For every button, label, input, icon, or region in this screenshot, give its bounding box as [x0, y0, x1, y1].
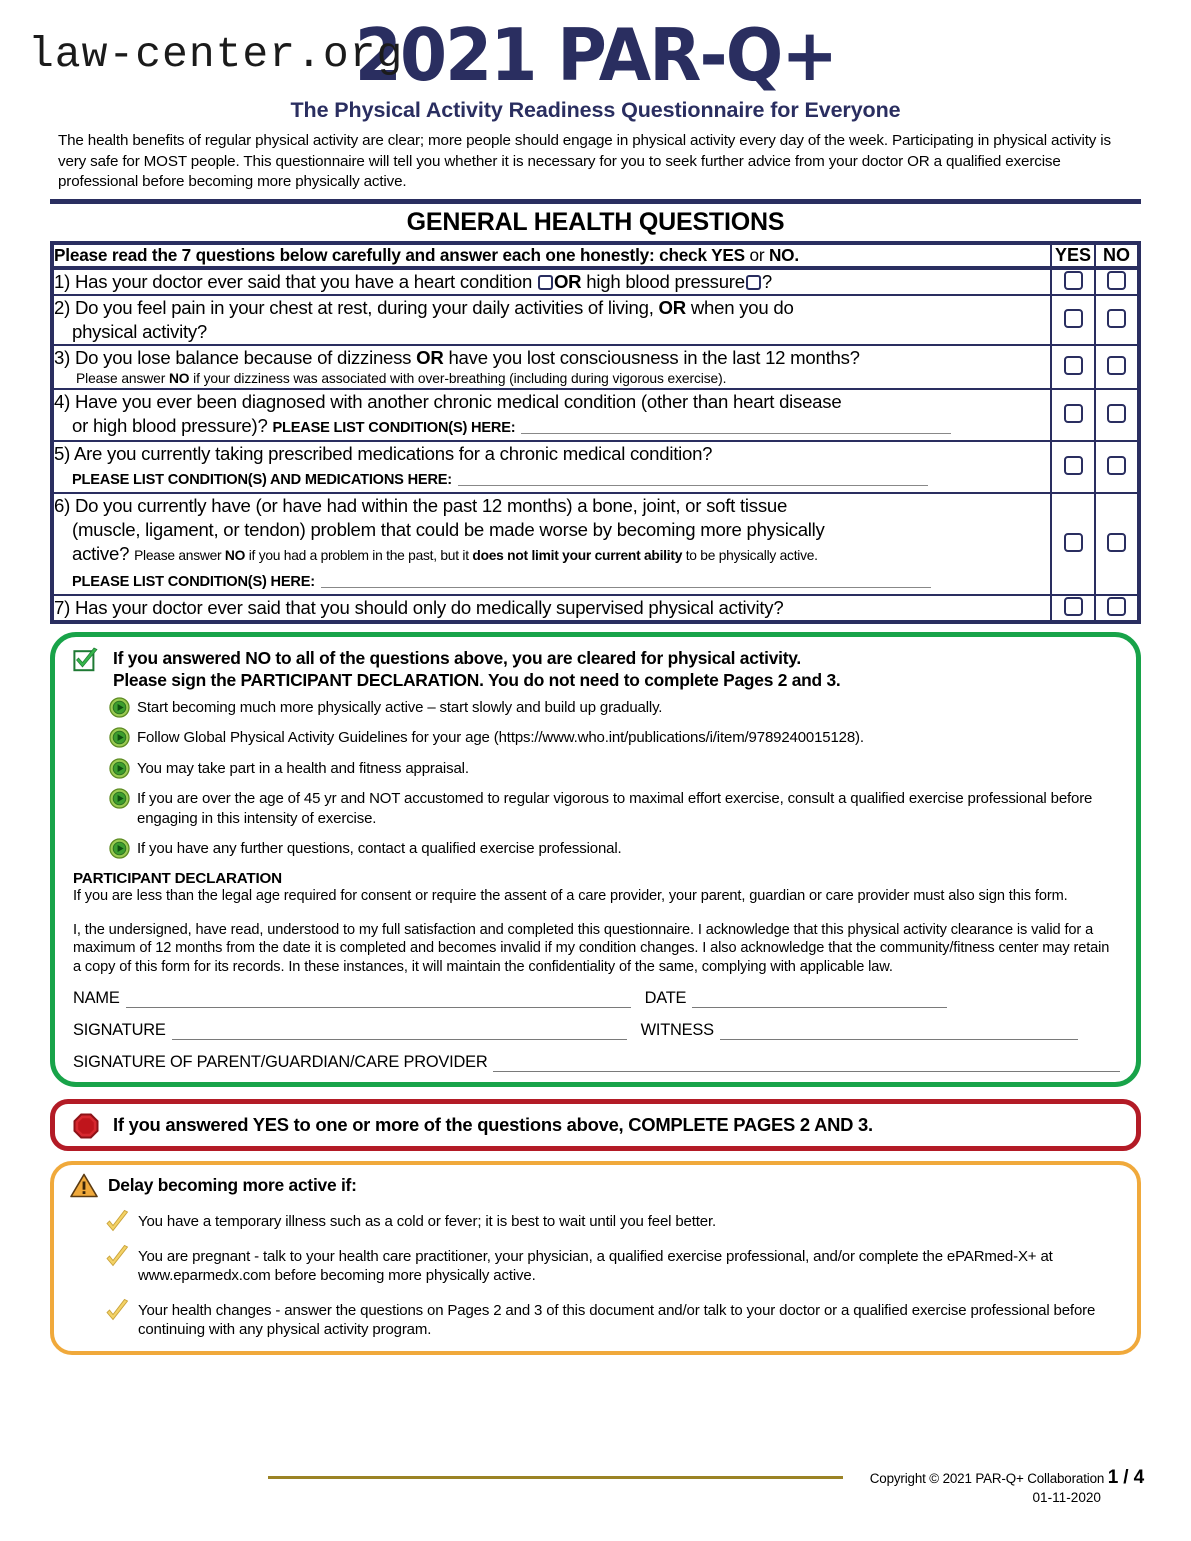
witness-label: WITNESS	[640, 1021, 714, 1040]
green-bullet-text: Follow Global Physical Activity Guidelines for your age (https://www.who.int/publications/i/item/9789240015128).	[137, 729, 864, 746]
play-bullet-icon	[109, 838, 130, 859]
question-1-cell	[52, 268, 1051, 295]
name-input[interactable]	[126, 994, 631, 1008]
question-4-caps: PLEASE LIST CONDITION(S) HERE:	[272, 419, 516, 436]
question-7-line1: Has your doctor ever said that you should only do medically supervised physical activity?	[74, 596, 784, 618]
question-4-line2-wrap	[54, 414, 1050, 440]
instruction-or: or	[744, 244, 769, 265]
heart-condition-checkbox[interactable]	[538, 275, 553, 290]
question-5-medications-input[interactable]	[458, 471, 928, 486]
question-4-text	[54, 390, 1050, 440]
question-2-yes-cell[interactable]	[1051, 295, 1095, 345]
navy-divider	[50, 199, 1141, 204]
instruction-text-end: .	[794, 244, 799, 265]
question-5-number: 5)	[54, 442, 71, 464]
page-number: 1 / 4	[1107, 1467, 1144, 1488]
question-3-no-cell[interactable]	[1095, 345, 1139, 389]
participant-declaration-p1: If you are less than the legal age required for consent or require the assent of a care provider, your parent, guardian or care provider must also sign this form.	[73, 887, 1068, 904]
question-1-or: OR	[553, 270, 582, 292]
orange-headline: Delay becoming more active if:	[108, 1175, 357, 1196]
question-3-yes-cell[interactable]	[1051, 345, 1095, 389]
yes-checkbox[interactable]	[1064, 533, 1083, 552]
question-4-line2: or high blood pressure)?	[72, 414, 273, 436]
question-6-cell	[52, 493, 1051, 595]
question-7-yes-cell[interactable]	[1051, 595, 1095, 622]
footer-date: 01-11-2020	[1032, 1490, 1101, 1505]
yes-checkbox[interactable]	[1064, 271, 1083, 290]
table-row	[52, 441, 1139, 493]
question-2-line1a: Do you feel pain in your chest at rest, during your daily activities of living,	[74, 296, 659, 318]
question-6-line2: (muscle, ligament, or tendon) problem that could be made worse by becoming more physically	[72, 518, 825, 540]
green-bullet-text: Start becoming much more physically active – start slowly and build up gradually.	[137, 698, 663, 716]
footer-gold-rule	[268, 1476, 843, 1479]
intro-paragraph: The health benefits of regular physical activity are clear; more people should engage in physical activity every day of the week. Participating in physical activity is very safe for MOST people. This questionnaire will tell you whether it is necessary for you to seek further advice from your doctor OR a qualified exercise professional before becoming more physically active.	[58, 132, 1111, 190]
green-bullet-text: If you have any further questions, contact a qualified exercise professional.	[137, 840, 622, 857]
question-5-caps-wrap	[54, 466, 1050, 492]
question-6-caps-wrap	[54, 568, 1050, 594]
question-1-part1: Has your doctor ever said that you have a heart condition	[74, 270, 537, 292]
question-4-yes-cell[interactable]	[1051, 389, 1095, 441]
participant-declaration-title: PARTICIPANT DECLARATION	[73, 869, 282, 887]
page-title: 2021 PAR-Q+	[354, 13, 837, 97]
table-instruction-cell	[52, 243, 1051, 268]
yes-checkbox[interactable]	[1064, 309, 1083, 328]
footer-copyright	[870, 1467, 1144, 1489]
question-7-text	[54, 596, 1050, 620]
no-checkbox[interactable]	[1107, 356, 1126, 375]
question-7-cell	[52, 595, 1051, 622]
list-item	[72, 1301, 1121, 1339]
question-1-number: 1)	[54, 270, 71, 292]
check-bullet-icon	[104, 1209, 130, 1235]
question-2-line2: physical activity?	[72, 320, 208, 342]
question-3-line1a: Do you lose balance because of dizziness	[74, 346, 417, 368]
question-4-no-cell[interactable]	[1095, 389, 1139, 441]
list-item	[73, 839, 1120, 859]
question-6-condition-input[interactable]	[321, 573, 931, 588]
table-row	[52, 345, 1139, 389]
question-6-line3-wrap	[54, 542, 1050, 568]
column-header-yes: YES	[1051, 243, 1095, 268]
green-checkbox-icon	[73, 647, 99, 673]
instruction-text-b: NO	[768, 244, 795, 265]
play-bullet-icon	[109, 697, 130, 718]
high-blood-pressure-checkbox[interactable]	[746, 275, 761, 290]
list-item	[73, 759, 1120, 779]
list-item	[73, 728, 1120, 748]
question-4-cell	[52, 389, 1051, 441]
question-2-cell	[52, 295, 1051, 345]
section-title-general-health: GENERAL HEALTH QUESTIONS	[406, 207, 785, 236]
page-subtitle: The Physical Activity Readiness Questionnaire for Everyone	[290, 98, 901, 122]
list-item	[73, 698, 1120, 718]
orange-item-text: You have a temporary illness such as a cold or fever; it is best to wait until you feel better.	[138, 1213, 717, 1231]
list-item	[73, 789, 1120, 828]
green-bullet-list	[73, 698, 1120, 859]
play-bullet-icon	[109, 788, 130, 809]
name-label: NAME	[73, 989, 120, 1008]
question-3-text	[54, 346, 1050, 388]
question-6-no-cell[interactable]	[1095, 493, 1139, 595]
question-6-active: active?	[72, 542, 135, 564]
no-checkbox[interactable]	[1107, 404, 1126, 423]
list-item	[72, 1247, 1121, 1285]
complete-pages-2-3-panel	[50, 1099, 1141, 1151]
question-7-number: 7)	[54, 596, 71, 618]
stop-sign-icon	[73, 1113, 99, 1139]
yes-checkbox[interactable]	[1064, 456, 1083, 475]
red-banner-text: If you answered YES to one or more of the questions above, COMPLETE PAGES 2 AND 3.	[113, 1114, 873, 1136]
question-6-sub-bold2: does not limit your current ability	[472, 547, 683, 563]
green-headline-line2: Please sign the PARTICIPANT DECLARATION. You do not need to complete Pages 2 and 3.	[113, 670, 841, 690]
question-6-text	[54, 494, 1050, 594]
page-footer	[0, 1466, 1191, 1536]
question-6-sub-c: to be physically active.	[682, 547, 818, 563]
question-3-subnote	[54, 370, 1050, 388]
no-checkbox[interactable]	[1107, 533, 1126, 552]
green-headline-line1: If you answered NO to all of the questions above, you are cleared for physical activity.	[113, 647, 801, 668]
green-headline	[73, 647, 1120, 692]
question-3-number: 3)	[54, 346, 71, 368]
table-row	[52, 268, 1139, 295]
table-row	[52, 493, 1139, 595]
no-checkbox[interactable]	[1107, 309, 1126, 328]
question-3-sub-a: Please answer	[76, 370, 169, 386]
orange-item-text: Your health changes - answer the questions on Pages 2 and 3 of this document and/or talk to your doctor or a qualified exercise professional before continuing with any physical activity program.	[138, 1302, 1096, 1339]
yes-checkbox[interactable]	[1064, 356, 1083, 375]
check-bullet-icon	[104, 1244, 130, 1270]
witness-input[interactable]	[720, 1026, 1078, 1040]
play-bullet-icon	[109, 727, 130, 748]
question-1-part3: ?	[761, 270, 772, 292]
table-header-row	[52, 243, 1139, 268]
question-6-sub-b: if you had a problem in the past, but it	[245, 547, 473, 563]
question-2-or: OR	[658, 296, 686, 318]
guardian-signature-row	[73, 1053, 1120, 1072]
question-1-no-cell[interactable]	[1095, 268, 1139, 295]
orange-item-text: You are pregnant - talk to your health care practitioner, your physician, a qualified exercise professional, and/or complete the ePARmed-X+ at www.eparmedx.com before becoming more physically active.	[138, 1248, 1053, 1285]
instruction-text-a: Please read the 7 questions below carefully and answer each one honestly: check YES	[54, 244, 745, 265]
question-3-or: OR	[416, 346, 444, 368]
signature-label: SIGNATURE	[73, 1021, 166, 1040]
date-label: DATE	[644, 989, 687, 1008]
question-6-sub-no: NO	[224, 547, 246, 563]
no-checkbox[interactable]	[1107, 597, 1126, 616]
list-item	[72, 1212, 1121, 1231]
column-header-no: NO	[1095, 243, 1139, 268]
yes-checkbox[interactable]	[1064, 404, 1083, 423]
warning-triangle-icon	[70, 1173, 98, 1198]
guardian-signature-input[interactable]	[493, 1058, 1120, 1072]
question-6-yes-cell[interactable]	[1051, 493, 1095, 595]
question-5-text	[54, 442, 1050, 492]
play-bullet-icon	[109, 758, 130, 779]
question-3-cell	[52, 345, 1051, 389]
question-1-part2: high blood pressure	[581, 270, 745, 292]
question-6-line1: Do you currently have (or have had within the past 12 months) a bone, joint, or soft tissue	[74, 494, 788, 516]
date-input[interactable]	[692, 994, 947, 1008]
question-6-sub-a: Please answer	[134, 547, 225, 563]
question-1-text	[54, 270, 1050, 294]
cleared-for-activity-panel	[50, 632, 1141, 1088]
green-bullet-text: You may take part in a health and fitness appraisal.	[137, 759, 469, 777]
question-6-number: 6)	[54, 494, 71, 516]
participant-declaration-p2: I, the undersigned, have read, understood to my full satisfaction and completed this questionnaire. I acknowledge that this physical activity clearance is valid for a maximum of 12 months from the date it is completed and becomes invalid if my condition changes. I also acknowledge that the community/fitness center may retain a copy of this form for its records. In these instances, it will maintain the confidentiality of the same, complying with applicable law.	[73, 921, 1110, 975]
green-bullet-text: If you are over the age of 45 yr and NOT accustomed to regular vigorous to maximal effort exercise, consult a qualified exercise professional before engaging in this intensity of exercise.	[137, 790, 1093, 827]
question-3-sub-no: NO	[168, 370, 190, 386]
no-checkbox[interactable]	[1107, 456, 1126, 475]
question-5-line1: Are you currently taking prescribed medications for a chronic medical condition?	[73, 442, 713, 464]
table-row	[52, 295, 1139, 345]
no-checkbox[interactable]	[1107, 271, 1126, 290]
question-4-line1: Have you ever been diagnosed with another chronic medical condition (other than heart disease	[74, 390, 842, 412]
question-5-caps: PLEASE LIST CONDITION(S) AND MEDICATIONS HERE:	[72, 471, 452, 488]
question-4-number: 4)	[54, 390, 71, 412]
copyright-text: Copyright © 2021 PAR-Q+ Collaboration	[869, 1471, 1108, 1486]
watermark-law-center: law-center.org	[28, 30, 404, 79]
question-3-line1b: have you lost consciousness in the last 12 months?	[443, 346, 860, 368]
table-row	[52, 389, 1139, 441]
question-6-caps: PLEASE LIST CONDITION(S) HERE:	[72, 573, 315, 590]
question-5-no-cell[interactable]	[1095, 441, 1139, 493]
question-2-number: 2)	[54, 296, 71, 318]
question-2-no-cell[interactable]	[1095, 295, 1139, 345]
question-7-no-cell[interactable]	[1095, 595, 1139, 622]
question-2-text	[54, 296, 1050, 344]
question-5-yes-cell[interactable]	[1051, 441, 1095, 493]
delay-activity-panel	[50, 1161, 1141, 1355]
question-4-condition-input[interactable]	[521, 419, 951, 434]
yes-checkbox[interactable]	[1064, 597, 1083, 616]
question-3-sub-b: if your dizziness was associated with over-breathing (including during vigorous exercise).	[189, 370, 727, 386]
signature-input[interactable]	[172, 1026, 627, 1040]
guardian-signature-label: SIGNATURE OF PARENT/GUARDIAN/CARE PROVIDER	[73, 1053, 488, 1072]
question-5-cell	[52, 441, 1051, 493]
table-row	[52, 595, 1139, 622]
question-1-yes-cell[interactable]	[1051, 268, 1095, 295]
signature-witness-row	[73, 1021, 1120, 1040]
name-date-row	[73, 989, 1120, 1008]
check-bullet-icon	[104, 1298, 130, 1324]
question-2-line1b: when you do	[685, 296, 794, 318]
general-health-questions-table	[50, 241, 1141, 624]
